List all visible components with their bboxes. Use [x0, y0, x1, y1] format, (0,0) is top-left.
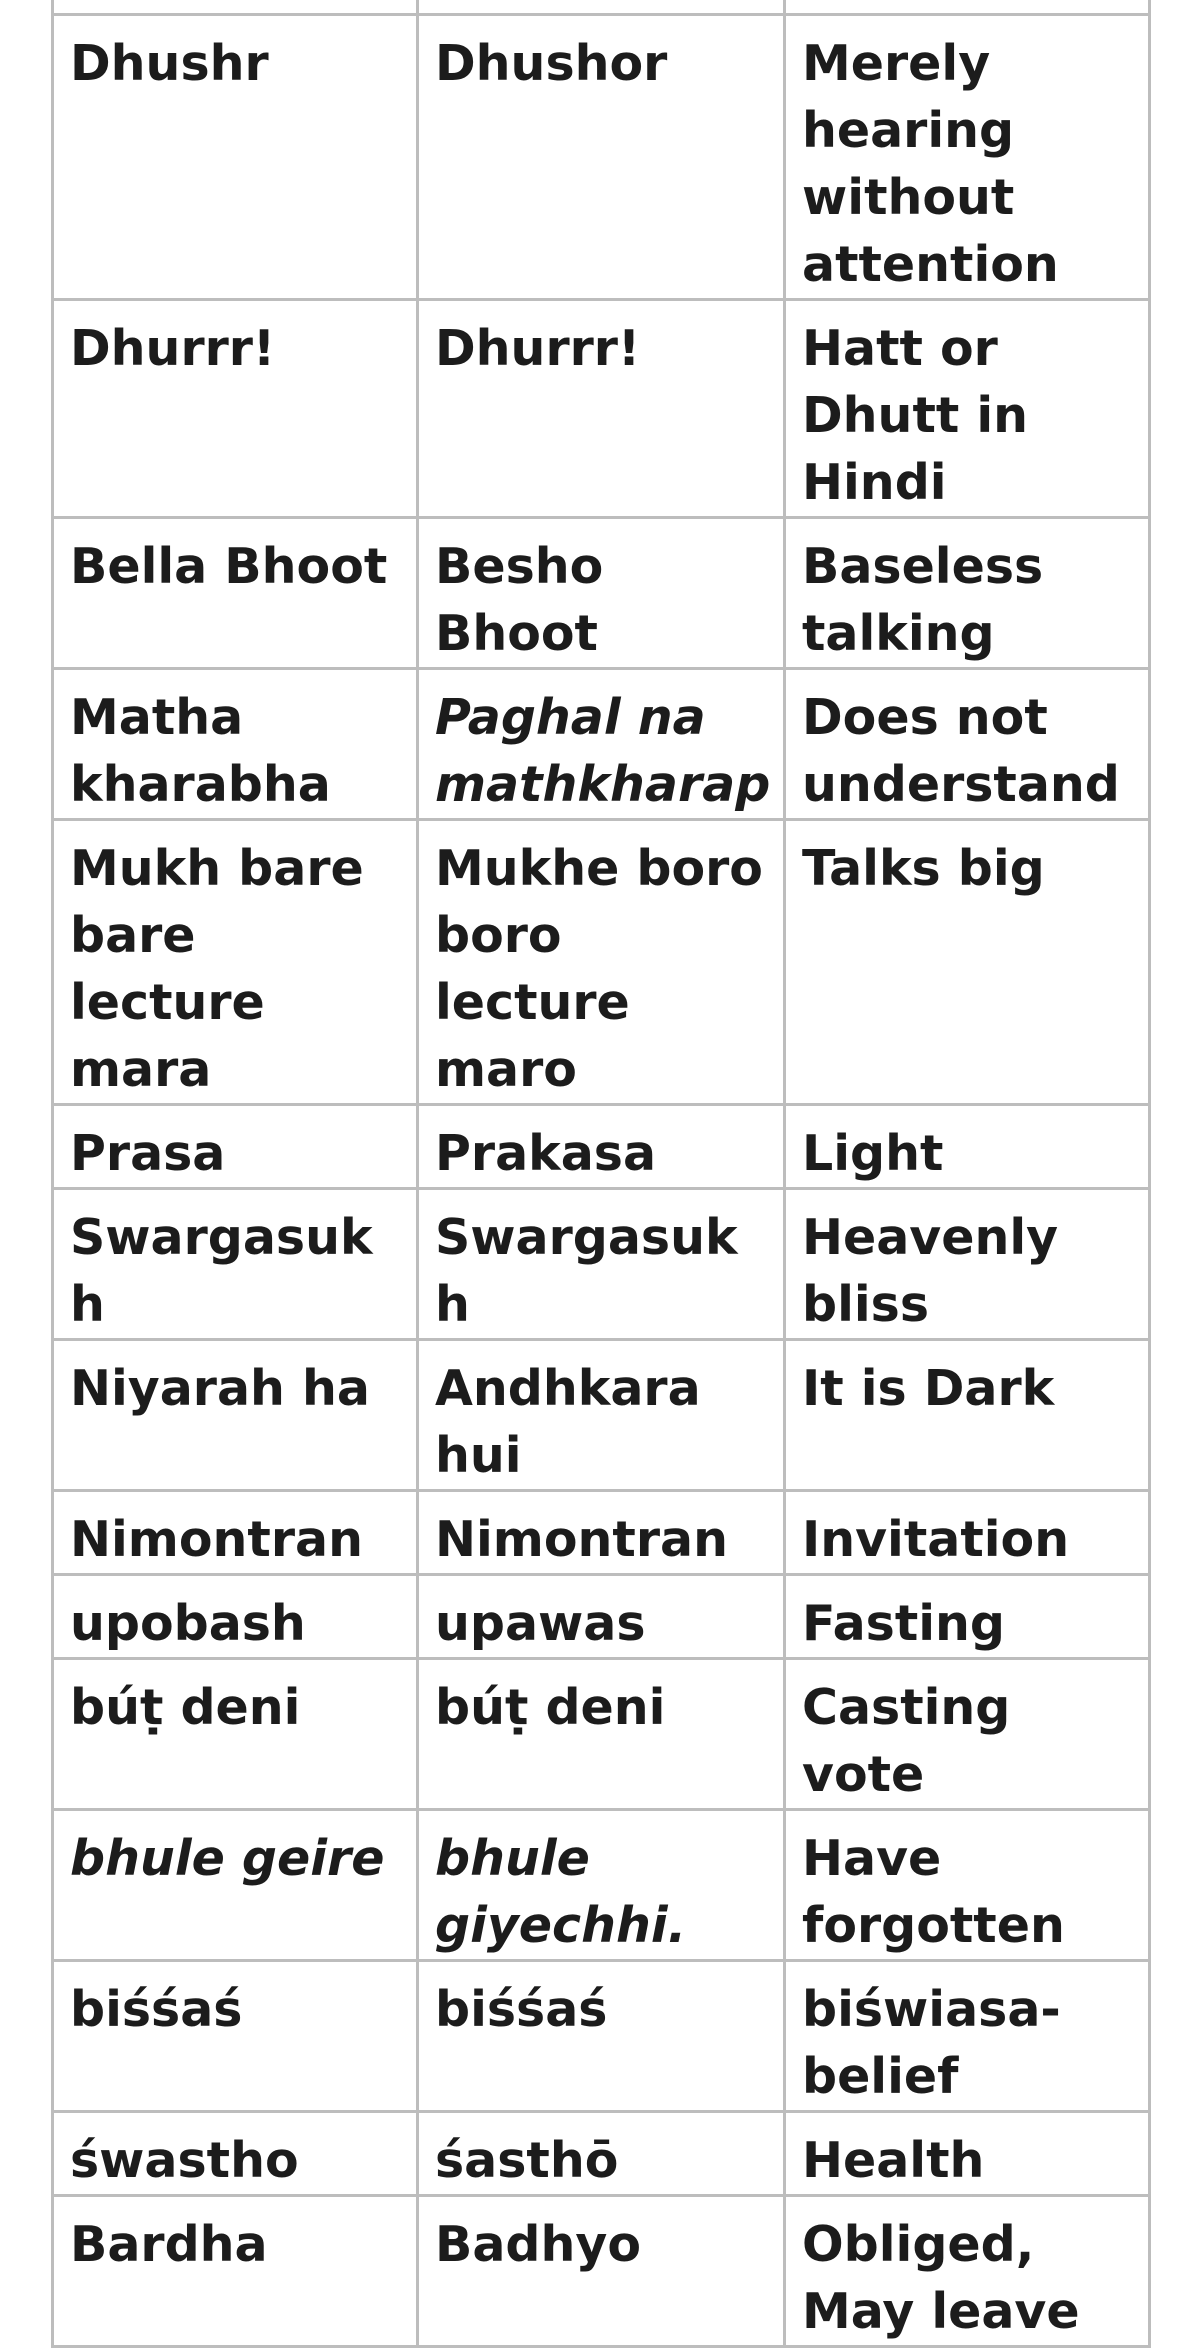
bengali-term-cell: Paghal na mathkharap	[418, 669, 785, 820]
bengali-term-cell: Swargasukh	[418, 1189, 785, 1340]
bengali-term-cell: Besho Bhoot	[418, 518, 785, 669]
bengali-term-cell: upawas	[418, 1575, 785, 1659]
table-row-partial	[53, 0, 1150, 15]
meaning-cell: Casting vote	[785, 1659, 1150, 1810]
table-row	[53, 1105, 1150, 1189]
dialect-term-cell: Dhurrr!	[53, 300, 418, 518]
table-row	[53, 2196, 1150, 2347]
meaning-cell: Baseless talking	[785, 518, 1150, 669]
table-cell	[53, 0, 418, 15]
table-row	[53, 669, 1150, 820]
table-row	[53, 1340, 1150, 1491]
meaning-cell: Heavenly bliss	[785, 1189, 1150, 1340]
dialect-term-cell: Swargasukh	[53, 1189, 418, 1340]
table-row	[53, 518, 1150, 669]
table-cell	[418, 0, 785, 15]
bengali-term-cell: Mukhe boro boro lecture maro	[418, 820, 785, 1105]
meaning-cell: biświasa-belief	[785, 1961, 1150, 2112]
bengali-term-cell: Nimontran	[418, 1491, 785, 1575]
dialect-term-cell: Niyarah ha	[53, 1340, 418, 1491]
dialect-term-cell: upobash	[53, 1575, 418, 1659]
meaning-cell: Merely hearing without attention	[785, 15, 1150, 300]
dialect-term-cell: Dhushr	[53, 15, 418, 300]
table-row	[53, 1659, 1150, 1810]
dialect-term-cell: Prasa	[53, 1105, 418, 1189]
vocabulary-table	[51, 0, 1151, 2348]
meaning-cell: Invitation	[785, 1491, 1150, 1575]
table-row	[53, 15, 1150, 300]
table-row	[53, 820, 1150, 1105]
meaning-cell: It is Dark	[785, 1340, 1150, 1491]
meaning-cell: Health	[785, 2112, 1150, 2196]
bengali-term-cell: biśśaś	[418, 1961, 785, 2112]
meaning-cell: Talks big	[785, 820, 1150, 1105]
table-cell	[785, 0, 1150, 15]
dialect-term-cell: Bardha	[53, 2196, 418, 2347]
bengali-term-cell: śasthō	[418, 2112, 785, 2196]
dialect-term-cell: śwastho	[53, 2112, 418, 2196]
bengali-term-cell: búṭ deni	[418, 1659, 785, 1810]
table-row	[53, 1810, 1150, 1961]
bengali-term-cell: Prakasa	[418, 1105, 785, 1189]
dialect-term-cell: Matha kharabha	[53, 669, 418, 820]
dialect-term-cell: Nimontran	[53, 1491, 418, 1575]
dialect-term-cell: bhule geire	[53, 1810, 418, 1961]
table-row	[53, 1189, 1150, 1340]
meaning-cell: Fasting	[785, 1575, 1150, 1659]
dialect-term-cell: búṭ deni	[53, 1659, 418, 1810]
bengali-term-cell: Andhkara hui	[418, 1340, 785, 1491]
table-row	[53, 300, 1150, 518]
bengali-term-cell: Dhurrr!	[418, 300, 785, 518]
dialect-term-cell: Bella Bhoot	[53, 518, 418, 669]
meaning-cell: Hatt or Dhutt in Hindi	[785, 300, 1150, 518]
meaning-cell: Obliged, May leave	[785, 2196, 1150, 2347]
meaning-cell: Have forgotten	[785, 1810, 1150, 1961]
table-row	[53, 1961, 1150, 2112]
dialect-term-cell: biśśaś	[53, 1961, 418, 2112]
bengali-term-cell: Badhyo	[418, 2196, 785, 2347]
bengali-term-cell: bhule giyechhi.	[418, 1810, 785, 1961]
table-row	[53, 1491, 1150, 1575]
bengali-term-cell: Dhushor	[418, 15, 785, 300]
table-row	[53, 1575, 1150, 1659]
meaning-cell: Light	[785, 1105, 1150, 1189]
table-row	[53, 2112, 1150, 2196]
dialect-term-cell: Mukh bare bare lecture mara	[53, 820, 418, 1105]
meaning-cell: Does not understand	[785, 669, 1150, 820]
